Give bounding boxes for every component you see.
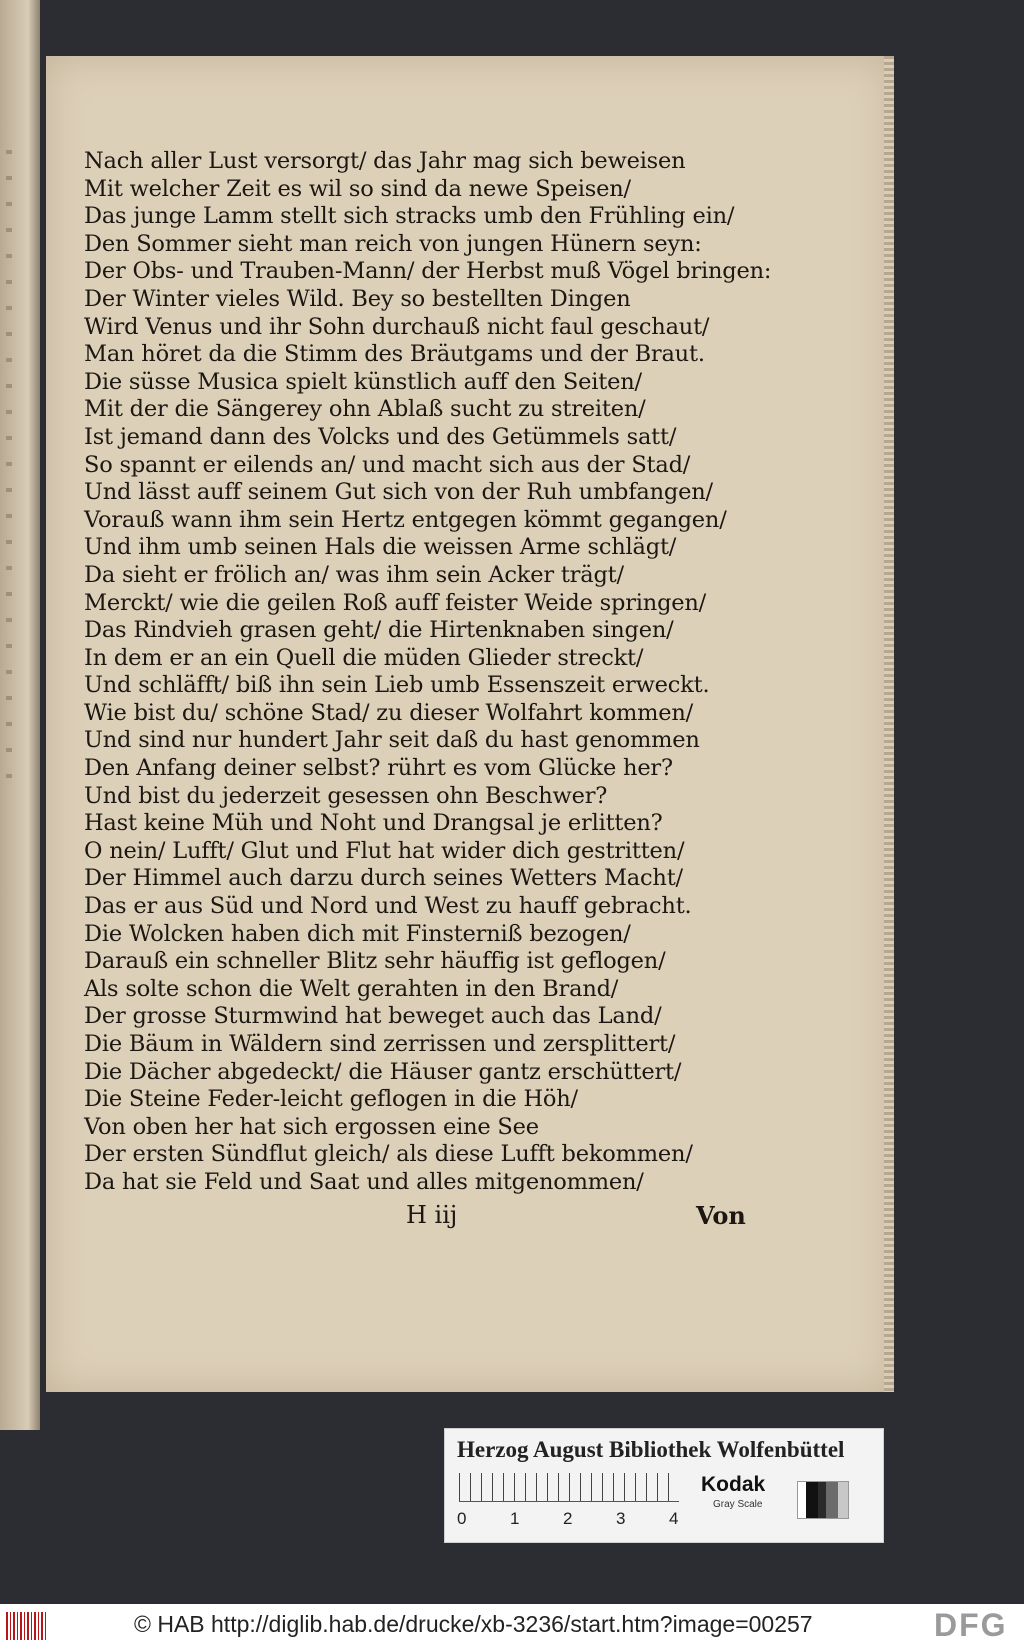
text-line: Den Sommer sieht man reich von jungen Hünern seyn: bbox=[84, 230, 702, 257]
text-line: Der Obs- und Trauben-Mann/ der Herbst muß Vögel bringen: bbox=[84, 258, 772, 285]
text-line: Von oben her hat sich ergossen eine See bbox=[84, 1113, 539, 1140]
page-stack-edge bbox=[884, 56, 894, 1392]
text-line: Der Winter vieles Wild. Bey so bestellten Dingen bbox=[84, 285, 631, 312]
text-line: Das er aus Süd und Nord und West zu hauff gebracht. bbox=[84, 893, 692, 920]
text-line: Und schläfft/ biß ihn sein Lieb umb Essenszeit erweckt. bbox=[84, 672, 710, 699]
signature-mark: H iij bbox=[406, 1201, 458, 1229]
copyright-url[interactable]: © HAB http://diglib.hab.de/drucke/xb-3236/start.htm?image=00257 bbox=[134, 1611, 813, 1637]
text-line: Und lässt auff seinem Gut sich von der Ruh umbfangen/ bbox=[84, 479, 713, 506]
text-line: Die Dächer abgedeckt/ die Häuser gantz erschüttert/ bbox=[84, 1058, 682, 1085]
text-line: Der grosse Sturmwind hat beweget auch das Land/ bbox=[84, 1003, 662, 1030]
text-line: In dem er an ein Quell die müden Glieder streckt/ bbox=[84, 644, 644, 671]
left-page-edge bbox=[0, 0, 40, 1430]
text-line: Da hat sie Feld und Saat und alles mitgenommen/ bbox=[84, 1168, 644, 1195]
dfg-logo: DFG bbox=[934, 1607, 1008, 1643]
text-line: Mit welcher Zeit es wil so sind da newe Speisen/ bbox=[84, 175, 631, 202]
text-line: Vorauß wann ihm sein Hertz entgegen kömmt gegangen/ bbox=[84, 506, 727, 533]
footer-bar bbox=[0, 1604, 1024, 1647]
book-page bbox=[46, 56, 892, 1392]
text-line: Die Steine Feder-leicht geflogen in die Höh/ bbox=[84, 1086, 578, 1113]
text-line: Hast keine Müh und Noht und Drangsal je erlitten? bbox=[84, 810, 663, 837]
text-line: O nein/ Lufft/ Glut und Flut hat wider dich gestritten/ bbox=[84, 837, 685, 864]
gray-scale-label: Gray Scale bbox=[713, 1499, 763, 1510]
gray-scale-swatch bbox=[797, 1481, 849, 1519]
ruler-number: 1 bbox=[510, 1509, 520, 1528]
text-line: Die süsse Musica spielt künstlich auff den Seiten/ bbox=[84, 368, 642, 395]
text-line: Die Bäum in Wäldern sind zerrissen und zersplittert/ bbox=[84, 1031, 676, 1057]
ruler-scale bbox=[459, 1473, 679, 1502]
text-line: Ist jemand dann des Volcks und des Getümmels satt/ bbox=[84, 423, 677, 450]
text-line: Das junge Lamm stellt sich stracks umb den Frühling ein/ bbox=[84, 203, 735, 230]
text-line: Wie bist du/ schöne Stad/ zu dieser Wolfahrt kommen/ bbox=[84, 699, 694, 726]
text-line: Man höret da die Stimm des Bräutgams und der Braut. bbox=[84, 341, 705, 368]
text-line: Der Himmel auch darzu durch seines Wetters Macht/ bbox=[84, 865, 683, 892]
text-line: Mit der die Sängerey ohn Ablaß sucht zu streiten/ bbox=[84, 396, 646, 423]
library-name: Herzog August Bibliothek Wolfenbüttel bbox=[457, 1437, 845, 1462]
poem-text bbox=[84, 148, 804, 1197]
catchword: Von bbox=[696, 1201, 746, 1230]
text-line: Nach aller Lust versorgt/ das Jahr mag sich beweisen bbox=[84, 148, 686, 174]
text-line: Darauß ein schneller Blitz sehr häuffig ist geflogen/ bbox=[84, 948, 666, 975]
text-line: Merckt/ wie die geilen Roß auff feister Weide springen/ bbox=[84, 589, 707, 616]
ruler-number: 3 bbox=[616, 1509, 626, 1528]
text-line: Die Wolcken haben dich mit Finsterniß bezogen/ bbox=[84, 920, 631, 947]
scan-reference-card bbox=[444, 1428, 884, 1543]
text-line: Als solte schon die Welt gerahten in den Brand/ bbox=[84, 975, 619, 1002]
text-line: Den Anfang deiner selbst? rührt es vom Glücke her? bbox=[84, 755, 673, 782]
text-line: So spannt er eilends an/ und macht sich aus der Stad/ bbox=[84, 451, 691, 478]
ruler-number: 2 bbox=[563, 1509, 573, 1528]
ruler-number: 4 bbox=[669, 1509, 679, 1528]
ruler-numbers bbox=[457, 1509, 697, 1531]
text-line: Wird Venus und ihr Sohn durchauß nicht faul geschaut/ bbox=[84, 313, 710, 340]
text-line: Das Rindvieh grasen geht/ die Hirtenknaben singen/ bbox=[84, 617, 674, 644]
text-line: Und sind nur hundert Jahr seit daß du hast genommen bbox=[84, 727, 700, 754]
text-line: Und ihm umb seinen Hals die weissen Arme schlägt/ bbox=[84, 534, 677, 561]
kodak-brand: Kodak bbox=[701, 1473, 766, 1496]
barcode-icon bbox=[6, 1612, 46, 1640]
text-line: Da sieht er frölich an/ was ihm sein Acker trägt/ bbox=[84, 561, 624, 588]
text-line: Und bist du jederzeit gesessen ohn Beschwer? bbox=[84, 782, 608, 809]
text-line: Der ersten Sündflut gleich/ als diese Lufft bekommen/ bbox=[84, 1141, 693, 1168]
ruler-number: 0 bbox=[457, 1509, 467, 1528]
